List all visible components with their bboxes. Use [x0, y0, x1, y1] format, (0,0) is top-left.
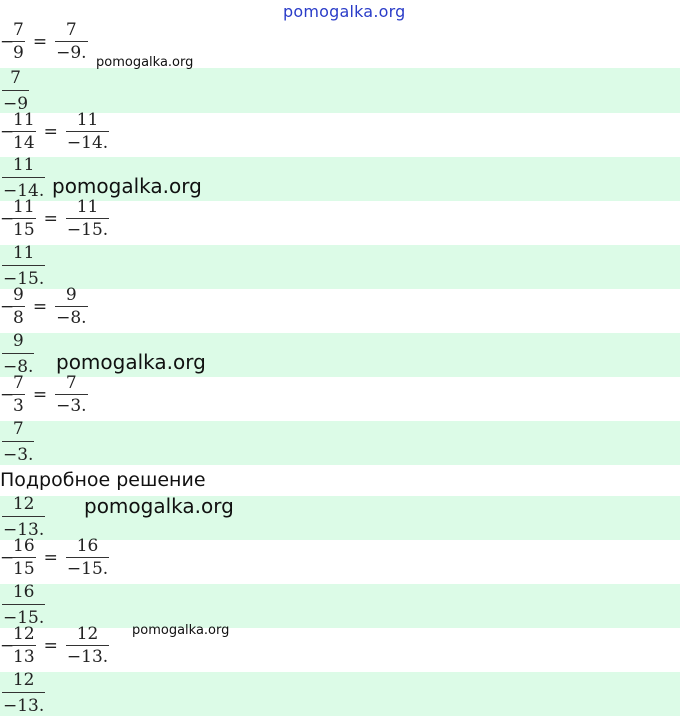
equals-sign: =: [43, 635, 58, 656]
answer-band: [0, 672, 680, 716]
answer-fraction: 7 −3.: [3, 419, 34, 465]
fraction-left: $\frac{7}{9}$: [13, 20, 24, 63]
fraction-left: $\frac{11}{15}$: [13, 197, 35, 240]
fraction-left: $\frac{11}{14}$: [13, 110, 35, 153]
answer-fraction: 12 −13.: [3, 670, 45, 716]
minus-sign: −: [0, 121, 15, 142]
fraction-right: $\frac{7}{-3.}$: [56, 373, 87, 416]
fraction-left: $\frac{9}{8}$: [13, 285, 24, 328]
fraction-right: $\frac{7}{-9.}$: [56, 20, 87, 63]
answer-band: [0, 421, 680, 465]
answer-band: [0, 584, 680, 628]
fraction-right: $\frac{11}{-14.}$: [66, 110, 109, 153]
answer-band: [0, 245, 680, 289]
watermark-large: pomogalka.org: [52, 174, 202, 198]
answer-fraction: 16 −15.: [3, 582, 45, 628]
minus-sign: −: [0, 208, 15, 229]
watermark-large: pomogalka.org: [84, 494, 234, 518]
fraction-right: $\frac{12}{-13.}$: [66, 624, 109, 667]
watermark-top: pomogalka.org: [283, 2, 406, 21]
answer-band: [0, 68, 680, 113]
equals-sign: =: [43, 547, 58, 568]
answer-fraction: 11 −14.: [3, 155, 45, 201]
answer-fraction: 11 −15.: [3, 243, 45, 289]
fraction-left: $\frac{16}{15}$: [13, 536, 35, 579]
equals-sign: =: [32, 31, 48, 52]
watermark-small: pomogalka.org: [132, 623, 230, 638]
minus-sign: −: [0, 31, 15, 52]
watermark-small: pomogalka.org: [96, 55, 194, 70]
fraction-right: $\frac{16}{-15.}$: [66, 536, 109, 579]
answer-fraction: 12 −13.: [3, 494, 45, 540]
equals-sign: =: [32, 296, 48, 317]
section-heading: Подробное решение: [0, 469, 206, 491]
equals-sign: =: [32, 384, 48, 405]
minus-sign: −: [0, 296, 15, 317]
answer-fraction: 9 −8.: [3, 331, 34, 377]
minus-sign: −: [0, 384, 15, 405]
fraction-left: $\frac{7}{3}$: [13, 373, 24, 416]
minus-sign: −: [0, 635, 15, 656]
fraction-right: $\frac{9}{-8.}$: [56, 285, 87, 328]
answer-fraction: 7 −9: [3, 68, 29, 114]
equals-sign: =: [43, 121, 58, 142]
watermark-large: pomogalka.org: [56, 350, 206, 374]
fraction-left: $\frac{12}{13}$: [13, 624, 35, 667]
equals-sign: =: [43, 208, 58, 229]
minus-sign: −: [0, 547, 15, 568]
fraction-right: $\frac{11}{-15.}$: [66, 197, 109, 240]
